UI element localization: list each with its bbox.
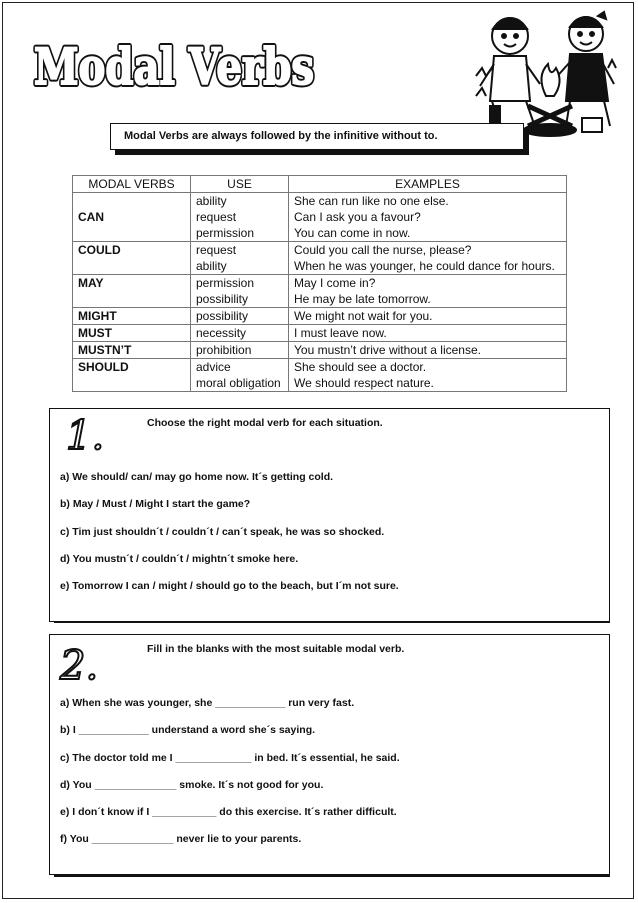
verb-cell xyxy=(73,359,191,392)
rule-banner: Modal Verbs are always followed by the infinitive without to. xyxy=(110,123,524,150)
examples-cell xyxy=(289,308,567,325)
table-row xyxy=(73,275,567,308)
modal-verb-label: MUST xyxy=(78,326,112,340)
exercise1-item-e: e) Tomorrow I can / might / should go to the beach, but I´m not sure. xyxy=(60,580,399,592)
use-cell xyxy=(191,359,289,392)
examples-cell-line: She should see a doctor. xyxy=(294,360,427,374)
use-cell-line: necessity xyxy=(196,326,247,340)
title-text-outline: Modal Verbs xyxy=(34,37,314,96)
table-row xyxy=(73,342,567,359)
use-cell-line: possibility xyxy=(196,292,249,306)
table-row xyxy=(73,193,567,242)
examples-cell xyxy=(289,242,567,275)
examples-cell xyxy=(289,359,567,392)
examples-cell-line: We should respect nature. xyxy=(294,376,434,390)
svg-text:2.: 2. xyxy=(60,643,99,685)
examples-cell-line: You mustn’t drive without a license. xyxy=(294,343,481,357)
examples-cell-line: Could you call the nurse, please? xyxy=(294,243,472,257)
header-use: USE xyxy=(191,176,289,193)
exercise2-number xyxy=(58,639,114,685)
svg-text:1.: 1. xyxy=(66,413,105,455)
exercise2-box xyxy=(49,634,610,875)
exercise2-instruction: Fill in the blanks with the most suitable modal verb. xyxy=(147,643,405,655)
exercise2-item-f: f) You ______________ never lie to your parents. xyxy=(60,833,302,845)
table-row xyxy=(73,325,567,342)
exercise1-item-c: c) Tim just shouldn´t / couldn´t / can´t speak, he was so shocked. xyxy=(60,526,385,538)
header-modal-verbs: MODAL VERBS xyxy=(73,176,191,193)
verb-cell xyxy=(73,308,191,325)
page-title xyxy=(32,34,322,98)
table-row xyxy=(73,242,567,275)
use-cell-line: request xyxy=(196,210,237,224)
use-cell xyxy=(191,193,289,242)
examples-cell-line: He may be late tomorrow. xyxy=(294,292,431,306)
use-cell-line: permission xyxy=(196,226,255,240)
use-cell-line: possibility xyxy=(196,309,249,323)
exercise2-item-b: b) I ____________ understand a word she´s saying. xyxy=(60,724,316,736)
exercise1-item-d: d) You mustn´t / couldn´t / mightn´t smoke here. xyxy=(60,553,299,565)
use-cell xyxy=(191,342,289,359)
modal-verb-label: SHOULD xyxy=(78,360,129,374)
modal-verbs-table xyxy=(72,175,567,392)
exercise1-box xyxy=(49,408,610,622)
verb-cell xyxy=(73,275,191,308)
examples-cell-line: Can I ask you a favour? xyxy=(294,210,421,224)
examples-cell xyxy=(289,193,567,242)
use-cell-line: request xyxy=(196,243,237,257)
use-cell-line: ability xyxy=(196,259,227,273)
use-cell-line: permission xyxy=(196,276,255,290)
exercise1-item-b: b) May / Must / Might I start the game? xyxy=(60,498,251,510)
exercise1-item-a: a) We should/ can/ may go home now. It´s getting cold. xyxy=(60,471,334,483)
exercise1-instruction: Choose the right modal verb for each situation. xyxy=(147,417,383,429)
verb-cell xyxy=(73,193,191,242)
use-cell-line: moral obligation xyxy=(196,376,281,390)
examples-cell-line: She can run like no one else. xyxy=(294,194,449,208)
exercise2-item-d: d) You ______________ smoke. It´s not good for you. xyxy=(60,779,324,791)
use-cell xyxy=(191,308,289,325)
header-examples: EXAMPLES xyxy=(289,176,567,193)
table-header-row xyxy=(73,176,567,193)
use-cell-line: ability xyxy=(196,194,227,208)
modal-verb-label: MUSTN’T xyxy=(78,343,132,357)
use-cell-line: prohibition xyxy=(196,343,252,357)
use-cell-line: advice xyxy=(196,360,231,374)
modal-verb-label: MIGHT xyxy=(78,309,117,323)
examples-cell xyxy=(289,342,567,359)
examples-cell-line: May I come in? xyxy=(294,276,376,290)
examples-cell xyxy=(289,325,567,342)
title-text-fill: Modal Verbs xyxy=(34,37,314,96)
exercise2-item-a: a) When she was younger, she ____________ run very fast. xyxy=(60,697,355,709)
verb-cell xyxy=(73,242,191,275)
examples-cell-line: You can come in now. xyxy=(294,226,411,240)
verb-cell xyxy=(73,342,191,359)
modal-verb-label: COULD xyxy=(78,243,121,257)
table-body xyxy=(73,193,567,392)
verb-cell xyxy=(73,325,191,342)
modal-verb-label: MAY xyxy=(78,276,104,290)
modal-verb-label: CAN xyxy=(78,210,104,224)
table-row xyxy=(73,359,567,392)
exercise2-item-c: c) The doctor told me I _____________ in bed. It´s essential, he said. xyxy=(60,752,400,764)
exercise2-item-e: e) I don´t know if I ___________ do this exercise. It´s rather difficult. xyxy=(60,806,397,818)
examples-cell-line: When he was younger, he could dance for hours. xyxy=(294,259,555,273)
use-cell xyxy=(191,275,289,308)
examples-cell xyxy=(289,275,567,308)
exercise1-number xyxy=(64,411,116,455)
examples-cell-line: I must leave now. xyxy=(294,326,387,340)
examples-cell-line: We might not wait for you. xyxy=(294,309,433,323)
table-row xyxy=(73,308,567,325)
use-cell xyxy=(191,242,289,275)
use-cell xyxy=(191,325,289,342)
